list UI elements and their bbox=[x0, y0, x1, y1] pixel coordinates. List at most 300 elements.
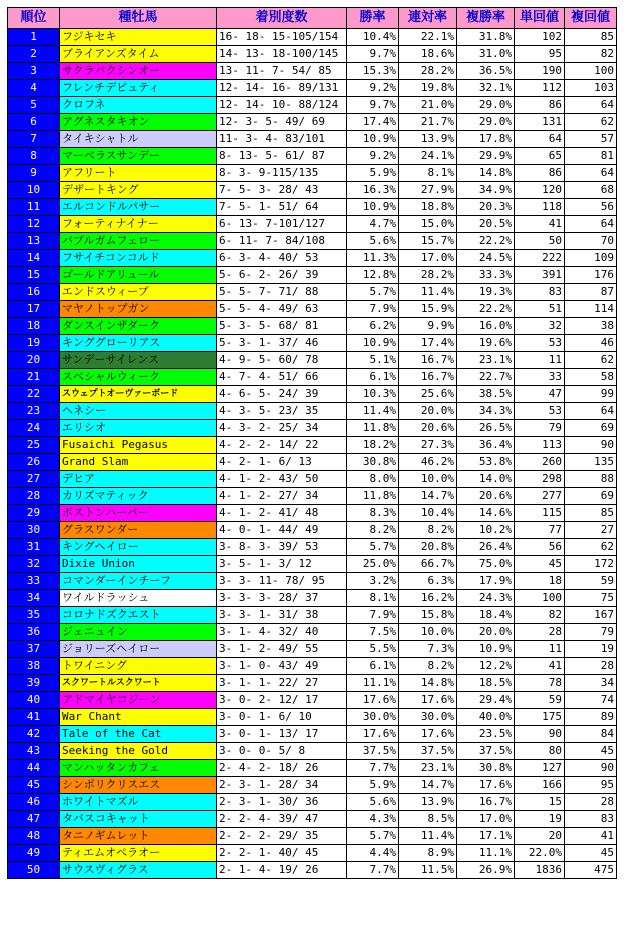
win-rate-cell[interactable]: 10.9% bbox=[347, 335, 399, 352]
record-cell[interactable]: 3- 0- 1- 13/ 17 bbox=[217, 726, 347, 743]
sire-name-cell[interactable]: アグネスタキオン bbox=[60, 114, 217, 131]
place-rate-cell[interactable]: 16.7% bbox=[399, 369, 457, 386]
sire-name-cell[interactable]: コロナドズクエスト bbox=[60, 607, 217, 624]
win-rate-cell[interactable]: 5.7% bbox=[347, 539, 399, 556]
win-rate-cell[interactable]: 16.3% bbox=[347, 182, 399, 199]
rank-cell[interactable]: 18 bbox=[8, 318, 60, 335]
header-sire[interactable]: 種牡馬 bbox=[60, 8, 217, 29]
show-rate-cell[interactable]: 30.8% bbox=[457, 760, 515, 777]
show-rate-cell[interactable]: 29.9% bbox=[457, 148, 515, 165]
show-return-cell[interactable]: 68 bbox=[565, 182, 617, 199]
win-rate-cell[interactable]: 25.0% bbox=[347, 556, 399, 573]
header-place-rate[interactable]: 連対率 bbox=[399, 8, 457, 29]
show-rate-cell[interactable]: 14.8% bbox=[457, 165, 515, 182]
show-return-cell[interactable]: 114 bbox=[565, 301, 617, 318]
win-return-cell[interactable]: 115 bbox=[515, 505, 565, 522]
rank-cell[interactable]: 50 bbox=[8, 862, 60, 879]
place-rate-cell[interactable]: 8.2% bbox=[399, 658, 457, 675]
show-return-cell[interactable]: 28 bbox=[565, 794, 617, 811]
rank-cell[interactable]: 10 bbox=[8, 182, 60, 199]
show-rate-cell[interactable]: 40.0% bbox=[457, 709, 515, 726]
rank-cell[interactable]: 23 bbox=[8, 403, 60, 420]
win-return-cell[interactable]: 83 bbox=[515, 284, 565, 301]
rank-cell[interactable]: 32 bbox=[8, 556, 60, 573]
place-rate-cell[interactable]: 28.2% bbox=[399, 63, 457, 80]
win-return-cell[interactable]: 82 bbox=[515, 607, 565, 624]
sire-name-cell[interactable]: タバスコキャット bbox=[60, 811, 217, 828]
show-return-cell[interactable]: 64 bbox=[565, 403, 617, 420]
win-return-cell[interactable]: 15 bbox=[515, 794, 565, 811]
win-return-cell[interactable]: 51 bbox=[515, 301, 565, 318]
show-rate-cell[interactable]: 12.2% bbox=[457, 658, 515, 675]
win-return-cell[interactable]: 175 bbox=[515, 709, 565, 726]
sire-name-cell[interactable]: グラスワンダー bbox=[60, 522, 217, 539]
show-return-cell[interactable]: 87 bbox=[565, 284, 617, 301]
sire-name-cell[interactable]: ジェニュイン bbox=[60, 624, 217, 641]
show-rate-cell[interactable]: 37.5% bbox=[457, 743, 515, 760]
rank-cell[interactable]: 26 bbox=[8, 454, 60, 471]
header-show-rate[interactable]: 複勝率 bbox=[457, 8, 515, 29]
rank-cell[interactable]: 45 bbox=[8, 777, 60, 794]
record-cell[interactable]: 6- 11- 7- 84/108 bbox=[217, 233, 347, 250]
rank-cell[interactable]: 5 bbox=[8, 97, 60, 114]
sire-name-cell[interactable]: エルコンドルパサー bbox=[60, 199, 217, 216]
sire-name-cell[interactable]: フレンチデピュティ bbox=[60, 80, 217, 97]
record-cell[interactable]: 5- 6- 2- 26/ 39 bbox=[217, 267, 347, 284]
show-rate-cell[interactable]: 22.2% bbox=[457, 301, 515, 318]
show-rate-cell[interactable]: 36.4% bbox=[457, 437, 515, 454]
rank-cell[interactable]: 9 bbox=[8, 165, 60, 182]
win-rate-cell[interactable]: 5.6% bbox=[347, 233, 399, 250]
record-cell[interactable]: 3- 1- 1- 22/ 27 bbox=[217, 675, 347, 692]
win-rate-cell[interactable]: 11.1% bbox=[347, 675, 399, 692]
place-rate-cell[interactable]: 11.5% bbox=[399, 862, 457, 879]
rank-cell[interactable]: 39 bbox=[8, 675, 60, 692]
win-return-cell[interactable]: 131 bbox=[515, 114, 565, 131]
place-rate-cell[interactable]: 27.9% bbox=[399, 182, 457, 199]
win-rate-cell[interactable]: 30.0% bbox=[347, 709, 399, 726]
win-rate-cell[interactable]: 8.3% bbox=[347, 505, 399, 522]
place-rate-cell[interactable]: 14.8% bbox=[399, 675, 457, 692]
sire-name-cell[interactable]: キングヘイロー bbox=[60, 539, 217, 556]
win-rate-cell[interactable]: 9.7% bbox=[347, 97, 399, 114]
show-rate-cell[interactable]: 20.0% bbox=[457, 624, 515, 641]
show-rate-cell[interactable]: 22.2% bbox=[457, 233, 515, 250]
record-cell[interactable]: 13- 11- 7- 54/ 85 bbox=[217, 63, 347, 80]
sire-name-cell[interactable]: スペシャルウィーク bbox=[60, 369, 217, 386]
sire-name-cell[interactable]: Dixie Union bbox=[60, 556, 217, 573]
show-return-cell[interactable]: 58 bbox=[565, 369, 617, 386]
place-rate-cell[interactable]: 30.0% bbox=[399, 709, 457, 726]
show-return-cell[interactable]: 79 bbox=[565, 624, 617, 641]
record-cell[interactable]: 12- 14- 16- 89/131 bbox=[217, 80, 347, 97]
record-cell[interactable]: 4- 0- 1- 44/ 49 bbox=[217, 522, 347, 539]
show-rate-cell[interactable]: 14.0% bbox=[457, 471, 515, 488]
show-return-cell[interactable]: 64 bbox=[565, 165, 617, 182]
record-cell[interactable]: 14- 13- 18-100/145 bbox=[217, 46, 347, 63]
win-rate-cell[interactable]: 5.6% bbox=[347, 794, 399, 811]
show-return-cell[interactable]: 64 bbox=[565, 97, 617, 114]
win-rate-cell[interactable]: 8.2% bbox=[347, 522, 399, 539]
show-return-cell[interactable]: 81 bbox=[565, 148, 617, 165]
show-rate-cell[interactable]: 26.5% bbox=[457, 420, 515, 437]
show-rate-cell[interactable]: 17.9% bbox=[457, 573, 515, 590]
win-return-cell[interactable]: 90 bbox=[515, 726, 565, 743]
win-rate-cell[interactable]: 8.0% bbox=[347, 471, 399, 488]
win-rate-cell[interactable]: 6.1% bbox=[347, 658, 399, 675]
place-rate-cell[interactable]: 8.1% bbox=[399, 165, 457, 182]
win-return-cell[interactable]: 28 bbox=[515, 624, 565, 641]
record-cell[interactable]: 5- 5- 7- 71/ 88 bbox=[217, 284, 347, 301]
sire-name-cell[interactable]: アフリート bbox=[60, 165, 217, 182]
rank-cell[interactable]: 1 bbox=[8, 29, 60, 46]
place-rate-cell[interactable]: 8.2% bbox=[399, 522, 457, 539]
show-return-cell[interactable]: 69 bbox=[565, 488, 617, 505]
place-rate-cell[interactable]: 18.6% bbox=[399, 46, 457, 63]
show-rate-cell[interactable]: 26.4% bbox=[457, 539, 515, 556]
win-return-cell[interactable]: 32 bbox=[515, 318, 565, 335]
show-return-cell[interactable]: 59 bbox=[565, 573, 617, 590]
win-rate-cell[interactable]: 11.8% bbox=[347, 488, 399, 505]
header-record[interactable]: 着別度数 bbox=[217, 8, 347, 29]
show-return-cell[interactable]: 69 bbox=[565, 420, 617, 437]
win-rate-cell[interactable]: 4.3% bbox=[347, 811, 399, 828]
show-return-cell[interactable]: 62 bbox=[565, 539, 617, 556]
show-return-cell[interactable]: 75 bbox=[565, 590, 617, 607]
place-rate-cell[interactable]: 15.8% bbox=[399, 607, 457, 624]
place-rate-cell[interactable]: 17.6% bbox=[399, 726, 457, 743]
rank-cell[interactable]: 33 bbox=[8, 573, 60, 590]
sire-name-cell[interactable]: Tale of the Cat bbox=[60, 726, 217, 743]
rank-cell[interactable]: 38 bbox=[8, 658, 60, 675]
record-cell[interactable]: 3- 1- 0- 43/ 49 bbox=[217, 658, 347, 675]
show-rate-cell[interactable]: 17.1% bbox=[457, 828, 515, 845]
record-cell[interactable]: 4- 1- 2- 41/ 48 bbox=[217, 505, 347, 522]
show-return-cell[interactable]: 99 bbox=[565, 386, 617, 403]
rank-cell[interactable]: 7 bbox=[8, 131, 60, 148]
show-rate-cell[interactable]: 19.3% bbox=[457, 284, 515, 301]
place-rate-cell[interactable]: 16.7% bbox=[399, 352, 457, 369]
show-rate-cell[interactable]: 34.3% bbox=[457, 403, 515, 420]
sire-name-cell[interactable]: トワイニング bbox=[60, 658, 217, 675]
place-rate-cell[interactable]: 22.1% bbox=[399, 29, 457, 46]
record-cell[interactable]: 5- 3- 1- 37/ 46 bbox=[217, 335, 347, 352]
show-rate-cell[interactable]: 26.9% bbox=[457, 862, 515, 879]
win-rate-cell[interactable]: 5.7% bbox=[347, 284, 399, 301]
sire-name-cell[interactable]: Grand Slam bbox=[60, 454, 217, 471]
sire-name-cell[interactable]: ワイルドラッシュ bbox=[60, 590, 217, 607]
record-cell[interactable]: 3- 0- 2- 12/ 17 bbox=[217, 692, 347, 709]
show-return-cell[interactable]: 109 bbox=[565, 250, 617, 267]
sire-name-cell[interactable]: Seeking the Gold bbox=[60, 743, 217, 760]
place-rate-cell[interactable]: 7.3% bbox=[399, 641, 457, 658]
win-rate-cell[interactable]: 6.1% bbox=[347, 369, 399, 386]
rank-cell[interactable]: 47 bbox=[8, 811, 60, 828]
show-rate-cell[interactable]: 34.9% bbox=[457, 182, 515, 199]
win-return-cell[interactable]: 41 bbox=[515, 216, 565, 233]
win-rate-cell[interactable]: 17.4% bbox=[347, 114, 399, 131]
win-return-cell[interactable]: 86 bbox=[515, 165, 565, 182]
place-rate-cell[interactable]: 8.9% bbox=[399, 845, 457, 862]
show-return-cell[interactable]: 176 bbox=[565, 267, 617, 284]
rank-cell[interactable]: 2 bbox=[8, 46, 60, 63]
record-cell[interactable]: 16- 18- 15-105/154 bbox=[217, 29, 347, 46]
win-rate-cell[interactable]: 9.2% bbox=[347, 148, 399, 165]
win-return-cell[interactable]: 166 bbox=[515, 777, 565, 794]
place-rate-cell[interactable]: 11.4% bbox=[399, 828, 457, 845]
win-return-cell[interactable]: 222 bbox=[515, 250, 565, 267]
place-rate-cell[interactable]: 17.0% bbox=[399, 250, 457, 267]
rank-cell[interactable]: 44 bbox=[8, 760, 60, 777]
record-cell[interactable]: 2- 2- 4- 39/ 47 bbox=[217, 811, 347, 828]
win-rate-cell[interactable]: 5.7% bbox=[347, 828, 399, 845]
record-cell[interactable]: 2- 1- 4- 19/ 26 bbox=[217, 862, 347, 879]
show-rate-cell[interactable]: 36.5% bbox=[457, 63, 515, 80]
win-return-cell[interactable]: 100 bbox=[515, 590, 565, 607]
place-rate-cell[interactable]: 37.5% bbox=[399, 743, 457, 760]
show-return-cell[interactable]: 62 bbox=[565, 352, 617, 369]
show-rate-cell[interactable]: 32.1% bbox=[457, 80, 515, 97]
record-cell[interactable]: 3- 1- 4- 32/ 40 bbox=[217, 624, 347, 641]
sire-name-cell[interactable]: マヤノトップガン bbox=[60, 301, 217, 318]
win-return-cell[interactable]: 120 bbox=[515, 182, 565, 199]
record-cell[interactable]: 4- 9- 5- 60/ 78 bbox=[217, 352, 347, 369]
place-rate-cell[interactable]: 10.0% bbox=[399, 471, 457, 488]
place-rate-cell[interactable]: 6.3% bbox=[399, 573, 457, 590]
show-return-cell[interactable]: 83 bbox=[565, 811, 617, 828]
win-return-cell[interactable]: 190 bbox=[515, 63, 565, 80]
rank-cell[interactable]: 12 bbox=[8, 216, 60, 233]
sire-name-cell[interactable]: サウスヴィグラス bbox=[60, 862, 217, 879]
win-rate-cell[interactable]: 10.3% bbox=[347, 386, 399, 403]
record-cell[interactable]: 8- 3- 9-115/135 bbox=[217, 165, 347, 182]
rank-cell[interactable]: 48 bbox=[8, 828, 60, 845]
record-cell[interactable]: 6- 3- 4- 40/ 53 bbox=[217, 250, 347, 267]
sire-name-cell[interactable]: マーベラスサンデー bbox=[60, 148, 217, 165]
sire-name-cell[interactable]: ダンスインザダーク bbox=[60, 318, 217, 335]
win-return-cell[interactable]: 113 bbox=[515, 437, 565, 454]
place-rate-cell[interactable]: 21.0% bbox=[399, 97, 457, 114]
header-show-return[interactable]: 複回値 bbox=[565, 8, 617, 29]
record-cell[interactable]: 2- 2- 1- 40/ 45 bbox=[217, 845, 347, 862]
show-rate-cell[interactable]: 20.6% bbox=[457, 488, 515, 505]
show-return-cell[interactable]: 167 bbox=[565, 607, 617, 624]
sire-name-cell[interactable]: タニノギムレット bbox=[60, 828, 217, 845]
record-cell[interactable]: 3- 3- 3- 28/ 37 bbox=[217, 590, 347, 607]
sire-name-cell[interactable]: デヒア bbox=[60, 471, 217, 488]
rank-cell[interactable]: 16 bbox=[8, 284, 60, 301]
record-cell[interactable]: 3- 5- 1- 3/ 12 bbox=[217, 556, 347, 573]
sire-name-cell[interactable]: フジキセキ bbox=[60, 29, 217, 46]
sire-name-cell[interactable]: スウェプトオーヴァーボード bbox=[60, 386, 217, 403]
show-return-cell[interactable]: 82 bbox=[565, 46, 617, 63]
win-return-cell[interactable]: 11 bbox=[515, 641, 565, 658]
win-return-cell[interactable]: 50 bbox=[515, 233, 565, 250]
win-return-cell[interactable]: 391 bbox=[515, 267, 565, 284]
record-cell[interactable]: 4- 6- 5- 24/ 39 bbox=[217, 386, 347, 403]
rank-cell[interactable]: 49 bbox=[8, 845, 60, 862]
show-return-cell[interactable]: 100 bbox=[565, 63, 617, 80]
win-return-cell[interactable]: 53 bbox=[515, 403, 565, 420]
record-cell[interactable]: 5- 3- 5- 68/ 81 bbox=[217, 318, 347, 335]
show-rate-cell[interactable]: 75.0% bbox=[457, 556, 515, 573]
sire-name-cell[interactable]: Fusaichi Pegasus bbox=[60, 437, 217, 454]
record-cell[interactable]: 11- 3- 4- 83/101 bbox=[217, 131, 347, 148]
show-rate-cell[interactable]: 23.5% bbox=[457, 726, 515, 743]
show-return-cell[interactable]: 85 bbox=[565, 505, 617, 522]
win-return-cell[interactable]: 20 bbox=[515, 828, 565, 845]
show-return-cell[interactable]: 135 bbox=[565, 454, 617, 471]
place-rate-cell[interactable]: 27.3% bbox=[399, 437, 457, 454]
win-rate-cell[interactable]: 5.9% bbox=[347, 165, 399, 182]
win-return-cell[interactable]: 298 bbox=[515, 471, 565, 488]
show-rate-cell[interactable]: 24.3% bbox=[457, 590, 515, 607]
place-rate-cell[interactable]: 13.9% bbox=[399, 131, 457, 148]
show-return-cell[interactable]: 56 bbox=[565, 199, 617, 216]
rank-cell[interactable]: 30 bbox=[8, 522, 60, 539]
win-return-cell[interactable]: 80 bbox=[515, 743, 565, 760]
show-rate-cell[interactable]: 53.8% bbox=[457, 454, 515, 471]
place-rate-cell[interactable]: 11.4% bbox=[399, 284, 457, 301]
show-rate-cell[interactable]: 23.1% bbox=[457, 352, 515, 369]
show-rate-cell[interactable]: 16.7% bbox=[457, 794, 515, 811]
show-return-cell[interactable]: 64 bbox=[565, 216, 617, 233]
rank-cell[interactable]: 41 bbox=[8, 709, 60, 726]
sire-name-cell[interactable]: アドマイヤコジーン bbox=[60, 692, 217, 709]
win-rate-cell[interactable]: 37.5% bbox=[347, 743, 399, 760]
sire-name-cell[interactable]: エリシオ bbox=[60, 420, 217, 437]
show-rate-cell[interactable]: 10.9% bbox=[457, 641, 515, 658]
show-rate-cell[interactable]: 11.1% bbox=[457, 845, 515, 862]
win-return-cell[interactable]: 45 bbox=[515, 556, 565, 573]
rank-cell[interactable]: 15 bbox=[8, 267, 60, 284]
header-win-rate[interactable]: 勝率 bbox=[347, 8, 399, 29]
place-rate-cell[interactable]: 23.1% bbox=[399, 760, 457, 777]
record-cell[interactable]: 2- 4- 2- 18/ 26 bbox=[217, 760, 347, 777]
place-rate-cell[interactable]: 14.7% bbox=[399, 777, 457, 794]
record-cell[interactable]: 2- 3- 1- 30/ 36 bbox=[217, 794, 347, 811]
sire-name-cell[interactable]: ティエムオペラオー bbox=[60, 845, 217, 862]
show-return-cell[interactable]: 90 bbox=[565, 760, 617, 777]
rank-cell[interactable]: 27 bbox=[8, 471, 60, 488]
show-return-cell[interactable]: 27 bbox=[565, 522, 617, 539]
record-cell[interactable]: 6- 13- 7-101/127 bbox=[217, 216, 347, 233]
place-rate-cell[interactable]: 8.5% bbox=[399, 811, 457, 828]
record-cell[interactable]: 4- 2- 1- 6/ 13 bbox=[217, 454, 347, 471]
record-cell[interactable]: 4- 3- 5- 23/ 35 bbox=[217, 403, 347, 420]
rank-cell[interactable]: 24 bbox=[8, 420, 60, 437]
record-cell[interactable]: 3- 1- 2- 49/ 55 bbox=[217, 641, 347, 658]
win-return-cell[interactable]: 127 bbox=[515, 760, 565, 777]
place-rate-cell[interactable]: 10.4% bbox=[399, 505, 457, 522]
win-return-cell[interactable]: 78 bbox=[515, 675, 565, 692]
show-return-cell[interactable]: 85 bbox=[565, 29, 617, 46]
win-rate-cell[interactable]: 7.9% bbox=[347, 607, 399, 624]
rank-cell[interactable]: 25 bbox=[8, 437, 60, 454]
win-return-cell[interactable]: 102 bbox=[515, 29, 565, 46]
show-rate-cell[interactable]: 18.5% bbox=[457, 675, 515, 692]
header-win-return[interactable]: 単回値 bbox=[515, 8, 565, 29]
win-rate-cell[interactable]: 18.2% bbox=[347, 437, 399, 454]
show-rate-cell[interactable]: 10.2% bbox=[457, 522, 515, 539]
win-rate-cell[interactable]: 7.9% bbox=[347, 301, 399, 318]
win-rate-cell[interactable]: 10.9% bbox=[347, 131, 399, 148]
record-cell[interactable]: 4- 3- 2- 25/ 34 bbox=[217, 420, 347, 437]
place-rate-cell[interactable]: 15.7% bbox=[399, 233, 457, 250]
rank-cell[interactable]: 13 bbox=[8, 233, 60, 250]
record-cell[interactable]: 4- 7- 4- 51/ 66 bbox=[217, 369, 347, 386]
win-return-cell[interactable]: 53 bbox=[515, 335, 565, 352]
sire-name-cell[interactable]: シンボリクリスエス bbox=[60, 777, 217, 794]
show-return-cell[interactable]: 62 bbox=[565, 114, 617, 131]
win-rate-cell[interactable]: 8.1% bbox=[347, 590, 399, 607]
show-return-cell[interactable]: 89 bbox=[565, 709, 617, 726]
win-rate-cell[interactable]: 17.6% bbox=[347, 692, 399, 709]
win-return-cell[interactable]: 86 bbox=[515, 97, 565, 114]
record-cell[interactable]: 12- 3- 5- 49/ 69 bbox=[217, 114, 347, 131]
sire-name-cell[interactable]: クロフネ bbox=[60, 97, 217, 114]
win-return-cell[interactable]: 277 bbox=[515, 488, 565, 505]
record-cell[interactable]: 4- 2- 2- 14/ 22 bbox=[217, 437, 347, 454]
win-rate-cell[interactable]: 4.4% bbox=[347, 845, 399, 862]
show-rate-cell[interactable]: 29.0% bbox=[457, 114, 515, 131]
place-rate-cell[interactable]: 17.6% bbox=[399, 692, 457, 709]
show-return-cell[interactable]: 41 bbox=[565, 828, 617, 845]
rank-cell[interactable]: 8 bbox=[8, 148, 60, 165]
place-rate-cell[interactable]: 9.9% bbox=[399, 318, 457, 335]
win-return-cell[interactable]: 47 bbox=[515, 386, 565, 403]
sire-name-cell[interactable]: デザートキング bbox=[60, 182, 217, 199]
win-return-cell[interactable]: 77 bbox=[515, 522, 565, 539]
sire-name-cell[interactable]: サクラバクシンオー bbox=[60, 63, 217, 80]
record-cell[interactable]: 3- 0- 1- 6/ 10 bbox=[217, 709, 347, 726]
win-return-cell[interactable]: 18 bbox=[515, 573, 565, 590]
sire-name-cell[interactable]: ヘネシー bbox=[60, 403, 217, 420]
show-return-cell[interactable]: 19 bbox=[565, 641, 617, 658]
rank-cell[interactable]: 3 bbox=[8, 63, 60, 80]
win-return-cell[interactable]: 19 bbox=[515, 811, 565, 828]
place-rate-cell[interactable]: 21.7% bbox=[399, 114, 457, 131]
win-return-cell[interactable]: 56 bbox=[515, 539, 565, 556]
win-rate-cell[interactable]: 5.1% bbox=[347, 352, 399, 369]
sire-name-cell[interactable]: War Chant bbox=[60, 709, 217, 726]
place-rate-cell[interactable]: 17.4% bbox=[399, 335, 457, 352]
rank-cell[interactable]: 11 bbox=[8, 199, 60, 216]
sire-name-cell[interactable]: カリズマティック bbox=[60, 488, 217, 505]
sire-name-cell[interactable]: ゴールドアリュール bbox=[60, 267, 217, 284]
show-return-cell[interactable]: 84 bbox=[565, 726, 617, 743]
win-rate-cell[interactable]: 4.7% bbox=[347, 216, 399, 233]
rank-cell[interactable]: 29 bbox=[8, 505, 60, 522]
place-rate-cell[interactable]: 25.6% bbox=[399, 386, 457, 403]
place-rate-cell[interactable]: 13.9% bbox=[399, 794, 457, 811]
sire-name-cell[interactable]: サンデーサイレンス bbox=[60, 352, 217, 369]
sire-name-cell[interactable]: マンハッタンカフェ bbox=[60, 760, 217, 777]
place-rate-cell[interactable]: 15.9% bbox=[399, 301, 457, 318]
show-rate-cell[interactable]: 29.0% bbox=[457, 97, 515, 114]
rank-cell[interactable]: 46 bbox=[8, 794, 60, 811]
show-return-cell[interactable]: 95 bbox=[565, 777, 617, 794]
place-rate-cell[interactable]: 20.0% bbox=[399, 403, 457, 420]
record-cell[interactable]: 12- 14- 10- 88/124 bbox=[217, 97, 347, 114]
place-rate-cell[interactable]: 46.2% bbox=[399, 454, 457, 471]
place-rate-cell[interactable]: 15.0% bbox=[399, 216, 457, 233]
win-rate-cell[interactable]: 12.8% bbox=[347, 267, 399, 284]
show-return-cell[interactable]: 57 bbox=[565, 131, 617, 148]
rank-cell[interactable]: 19 bbox=[8, 335, 60, 352]
win-return-cell[interactable]: 118 bbox=[515, 199, 565, 216]
rank-cell[interactable]: 42 bbox=[8, 726, 60, 743]
